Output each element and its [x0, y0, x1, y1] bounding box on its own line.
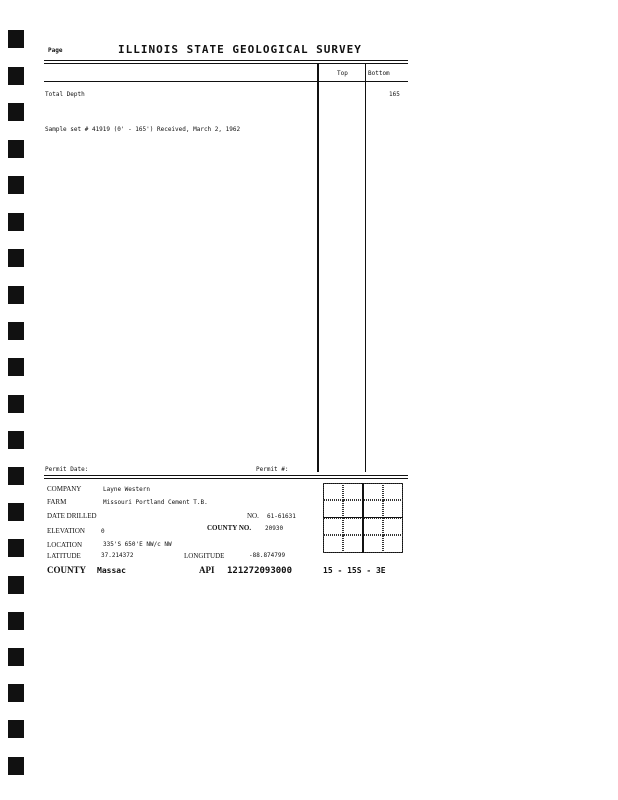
binder-hole [8, 684, 24, 702]
company-value: Layne Western [103, 486, 150, 493]
binder-hole [8, 103, 24, 121]
permit-date-label: Permit Date: [45, 466, 89, 473]
api-value: 121272093000 [227, 566, 293, 576]
api-label: API [199, 565, 215, 575]
binder-hole [8, 395, 24, 413]
binder-hole [8, 503, 24, 521]
section-plat-grid [323, 483, 403, 553]
page-title: ILLINOIS STATE GEOLOGICAL SURVEY [118, 43, 362, 56]
binder-hole [8, 176, 24, 194]
total-depth-label: Total Depth [45, 91, 85, 98]
county-label: COUNTY [47, 565, 87, 575]
binder-hole [8, 67, 24, 85]
binder-hole [8, 322, 24, 340]
county-no-value: 20930 [265, 525, 284, 532]
binder-hole [8, 358, 24, 376]
page-label: Page [48, 47, 63, 54]
binder-hole [8, 576, 24, 594]
longitude-value: -88.874799 [249, 552, 286, 559]
latitude-value: 37.214372 [101, 552, 134, 559]
binder-hole [8, 720, 24, 738]
binder-hole [8, 249, 24, 267]
footer-rule [44, 475, 408, 476]
longitude-label: LONGITUDE [184, 552, 225, 560]
latitude-label: LATITUDE [47, 552, 81, 560]
location-label: LOCATION [47, 541, 82, 549]
bottom-column-header: Bottom [368, 70, 390, 77]
binder-hole [8, 213, 24, 231]
county-no-label: COUNTY NO. [207, 524, 252, 532]
binder-hole [8, 140, 24, 158]
binder-hole [8, 431, 24, 449]
county-value: Massac [97, 566, 126, 575]
total-depth-value: 165 [389, 91, 400, 98]
date-drilled-label: DATE DRILLED [47, 512, 97, 520]
well-no-label: NO. [247, 512, 259, 520]
permit-number-label: Permit #: [256, 466, 289, 473]
binder-hole [8, 648, 24, 666]
sample-set-line: Sample set # 41919 (0' - 165') Received, March 2, 1962 [45, 126, 241, 133]
well-no-value: 61-61631 [267, 513, 296, 520]
top-column-header: Top [337, 70, 348, 77]
header-rule [44, 63, 408, 64]
binder-hole [8, 286, 24, 304]
elevation-value: 0 [101, 528, 105, 535]
footer-rule [44, 478, 408, 479]
top-column-divider [317, 64, 319, 472]
farm-label: FARM [47, 498, 67, 506]
binder-hole [8, 612, 24, 630]
company-label: COMPANY [47, 485, 82, 493]
elevation-label: ELEVATION [47, 527, 85, 535]
header-rule [44, 60, 408, 61]
binder-hole [8, 757, 24, 775]
farm-value: Missouri Portland Cement T.B. [103, 499, 208, 506]
bottom-column-divider [365, 64, 366, 472]
location-value: 335'S 650'E NW/c NW [103, 541, 172, 548]
binder-hole [8, 539, 24, 557]
section-township-range: 15 - 15S - 3E [323, 566, 386, 575]
binder-hole [8, 30, 24, 48]
binder-hole [8, 467, 24, 485]
column-header-rule [44, 81, 408, 82]
